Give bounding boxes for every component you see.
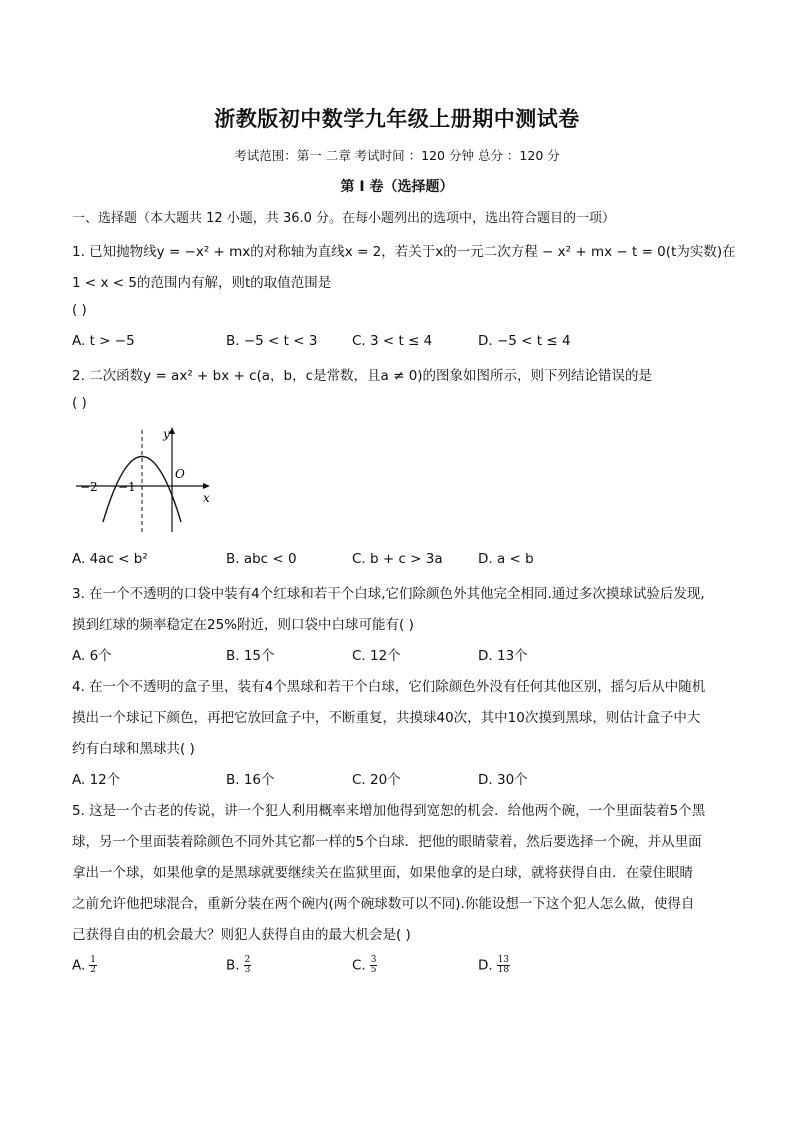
question-2-option-c: C. b + c > 3a (352, 551, 443, 567)
question-5-line-3: 拿出一个球，如果他拿的是黑球就要继续关在监狱里面，如果他拿的是白球，就将获得自由．在蒙住眼睛 (72, 865, 693, 881)
question-2-line-1: 2. 二次函数y = ax² + bx + c(a，b，c是常数，且a ≠ 0)的图象如图所示，则下列结论错误的是 (72, 368, 653, 384)
question-5-line-2: 球，另一个里面装着除颜色不同外其它都一样的5个白球．把他的眼睛蒙着，然后要选择一个碗，并从里面 (72, 834, 702, 850)
exam-info: 考试范围：第一 二章 考试时间 ：120 分钟 总分 ：120 分 (234, 148, 560, 163)
parabola-figure (72, 422, 222, 534)
question-5-option-a (72, 956, 97, 975)
option-letter: C. (352, 957, 366, 974)
question-5-line-5: 己获得自由的机会最大？则犯人获得自由的最大机会是( ) (72, 927, 411, 943)
question-4-option-a: A. 12个 (72, 772, 121, 788)
y-axis-label: y (163, 427, 170, 441)
question-1-option-a: A. t > −5 (72, 333, 135, 349)
question-4-line-3: 约有白球和黑球共( ) (72, 741, 195, 757)
question-1-answer-blank: ( ) (72, 302, 87, 318)
question-3-line-1: 3. 在一个不透明的口袋中装有4个红球和若干个白球,它们除颜色外其他完全相同.通过多次摸球试验后发现, (72, 586, 705, 602)
question-1-line-1: 1. 已知抛物线y = −x² + mx的对称轴为直线x = 2，若关于x的一元二次方程 − x² + mx − t = 0(t为实数)在 (72, 244, 736, 260)
fraction: $\frac{2}{3}$ (244, 955, 251, 975)
question-5-line-1: 5. 这是一个古老的传说，讲一个犯人利用概率来增加他得到宽恕的机会．给他两个碗，一个里面装着5个黑 (72, 803, 706, 819)
question-3-option-d: D. 13个 (478, 648, 528, 664)
option-letter: D. (478, 957, 493, 974)
question-1-line-2: 1 < x < 5的范围内有解，则t的取值范围是 (72, 275, 332, 291)
page-title: 浙教版初中数学九年级上册期中测试卷 (214, 107, 580, 131)
y-axis-arrow (169, 427, 175, 434)
fraction: $\frac{13}{18}$ (497, 955, 510, 975)
question-2-answer-blank: ( ) (72, 395, 87, 411)
section-heading: 一、选择题（本大题共 12 小题，共 36.0 分。在每小题列出的选项中，选出符合题目的一项） (72, 211, 616, 226)
question-3-line-2: 摸到红球的频率稳定在25%附近，则口袋中白球可能有( ) (72, 617, 414, 633)
question-3-option-b: B. 15个 (226, 648, 275, 664)
origin-label: O (175, 467, 185, 481)
question-4-option-b: B. 16个 (226, 772, 275, 788)
x-axis-arrow (203, 483, 210, 489)
option-letter: B. (226, 957, 240, 974)
x-axis-label: x (203, 491, 210, 505)
question-5-option-b (226, 956, 251, 975)
question-4-option-c: C. 20个 (352, 772, 401, 788)
fraction: $\frac{3}{5}$ (370, 955, 377, 975)
question-2-option-b: B. abc < 0 (226, 551, 297, 567)
question-1-option-b: B. −5 < t < 3 (226, 333, 318, 349)
question-4-line-2: 摸出一个球记下颜色，再把它放回盒子中，不断重复，共摸球40次，其中10次摸到黑球，则估计盒子中大 (72, 710, 701, 726)
question-5-option-c (352, 956, 377, 975)
question-2-option-d: D. a < b (478, 551, 534, 567)
option-letter: A. (72, 957, 86, 974)
tick-label-minus-1: −1 (118, 480, 136, 494)
part-heading: 第 I 卷（选择题） (340, 179, 454, 195)
question-5-option-d (478, 956, 510, 975)
question-1-option-c: C. 3 < t ≤ 4 (352, 333, 433, 349)
fraction: $\frac{1}{2}$ (90, 955, 97, 975)
question-5-line-4: 之前允许他把球混合，重新分装在两个碗内(两个碗球数可以不同).你能设想一下这个犯人怎么做，使得自 (72, 896, 695, 912)
question-1-option-d: D. −5 < t ≤ 4 (478, 333, 571, 349)
question-4-option-d: D. 30个 (478, 772, 528, 788)
question-3-option-a: A. 6个 (72, 648, 112, 664)
tick-label-minus-2: −2 (80, 480, 98, 494)
question-4-line-1: 4. 在一个不透明的盒子里，装有4个黑球和若干个白球，它们除颜色外没有任何其他区别，摇匀后从中随机 (72, 679, 706, 695)
question-3-option-c: C. 12个 (352, 648, 401, 664)
question-2-option-a: A. 4ac < b² (72, 551, 148, 567)
